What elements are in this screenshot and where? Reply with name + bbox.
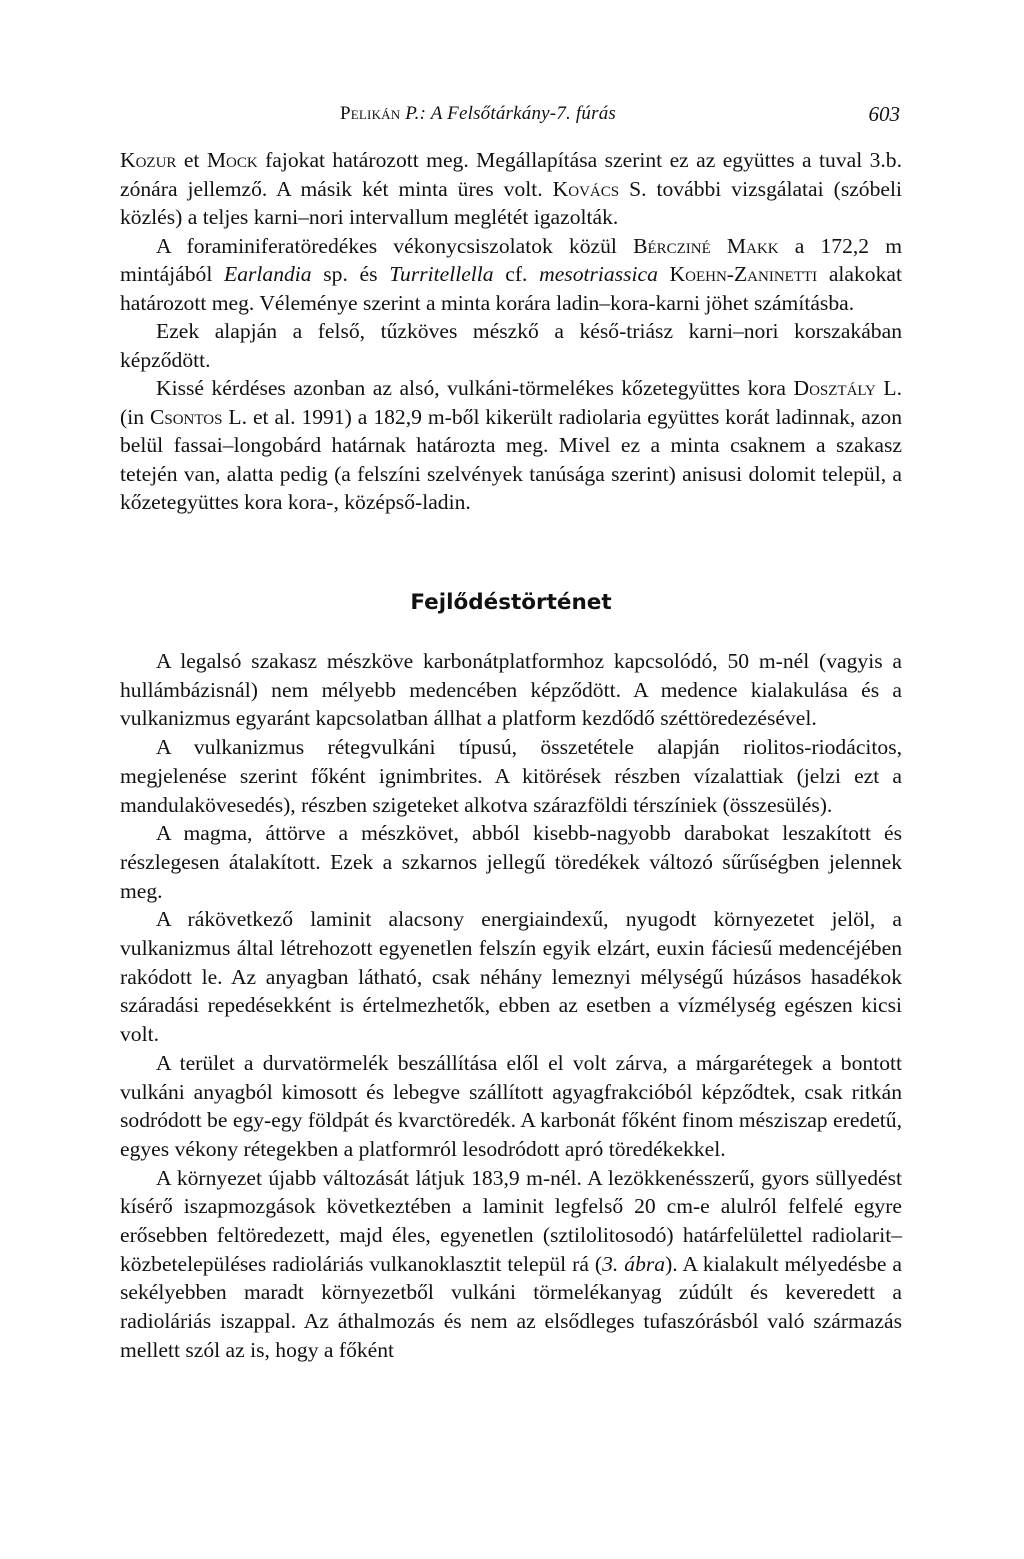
author-name: Kovács	[552, 176, 620, 201]
text-run: A környezet újabb változását látjuk 183,9 m-nél. A lezökkenésszerű, gyors süllyedést kísérő iszapmozgások következtében a laminit legfelső 20 cm-e alulról felfelé egyre erősebben feltöredezett, majd éles, egyenetlen (sztilolitosodó) határfelülettel radiolarit–közbetelepüléses radioláriás vulkanoklasztit települ rá (	[120, 1165, 902, 1276]
paragraph: A rákövetkező laminit alacsony energiaindexű, nyugodt környezetet jelöl, a vulkanizmus által létrehozott egyenetlen felszín egyik elzárt, euxin fáciesű medencéjében rakódott le. Az anyagban látható, csak néhány lemeznyi mélységű húzásos hasadékok száradási repedésekként is értelmezhetők, ebben az esetben a vízmélység egészen kicsi volt.	[120, 907, 902, 1047]
text-run: S. további vizsgálatai (szóbeli közlés) a teljes karni–nori intervallum meglétét igazolták.	[120, 176, 902, 229]
page-number: 603	[868, 102, 900, 126]
text-run: fajokat határozott meg. Megállapítása szerint ez az együttes a tuval 3.b. zónára jellemző. A másik két minta üres volt.	[120, 148, 902, 201]
author-name: Csontos	[149, 404, 223, 429]
author-name: Mock	[206, 148, 258, 172]
running-header	[340, 100, 900, 128]
paragraph	[120, 374, 902, 517]
text-run: ). A kialakult mélyedésbe a sekélyebben maradt környezetből vulkáni törmelékanyag zúdúlt és keveredett a radioláriás iszappal. Az áthalmozás és nem az elsődleges tufaszórásból való származás mellett szól az is, hogy a főként	[120, 1251, 902, 1362]
paragraph: A terület a durvatörmelék beszállítása elől el volt zárva, a márgarétegek a bontott vulkáni anyagból kimosott és lebegve szállított agyagfrakcióból képződtek, csak ritkán sodródott be egy-egy földpát és kvarctöredék. A karbonát főként finom mésziszap eredetű, egyes vékony rétegekben a platformról lesodródott apró töredékekkel.	[120, 1050, 902, 1161]
paragraph: A legalsó szakasz mészköve karbonátplatformhoz kapcsolódó, 50 m-nél (vagyis a hullámbázisnál) nem mélyebb medencében képződött. A medence kialakulása és a vulkanizmus egyaránt kapcsolatban állhat a platform kezdődő széttöredezésével.	[120, 649, 902, 731]
taxon-name: Earlandia	[224, 262, 312, 286]
section-heading: Fejlődéstörténet	[410, 590, 612, 615]
paragraph	[120, 1164, 902, 1365]
text-run: sp. és	[311, 262, 390, 286]
text-run: Kissé kérdéses azonban az alsó, vulkáni-törmelékes kőzetegyüttes kora	[156, 376, 794, 400]
paragraph	[120, 232, 902, 318]
header-title-text: P.: A Felsőtárkány-7. fúrás	[400, 103, 616, 124]
author-name: Bércziné Makk	[633, 233, 779, 258]
author-name: Dosztály	[793, 376, 876, 400]
text-run: et	[176, 148, 207, 172]
text-run: alakokat határozott meg. Véleménye szerint a minta korára ladin–kora-karni jöhet számításba.	[120, 262, 902, 315]
taxon-name: Turritellella	[389, 262, 494, 286]
text-run: A foraminiferatöredékes vékonycsiszolatok közül	[156, 233, 634, 258]
paragraph: A magma, áttörve a mészkövet, abból kisebb-nagyobb darabokat leszakított és részlegesen átalakított. Ezek a szkarnos jellegű töredékek változó sűrűségben jelennek meg.	[120, 821, 902, 903]
body-text-section-2	[120, 647, 902, 1365]
text-run	[658, 262, 670, 286]
paragraph: A vulkanizmus rétegvulkáni típusú, összetétele alapján riolitos-riodácitos, megjelenése szerint főként ignimbrites. A kitörések részben vízalattiak (jelzi ezt a mandulakövesedés), részben szigeteket alkotva szárazföldi térszíniek (összesülés).	[120, 735, 902, 817]
text-run: a 172,2 m mintájából	[120, 233, 902, 286]
body-text-section-1	[120, 146, 902, 517]
header-author: Pelikán	[340, 103, 401, 124]
text-run: L. et al. 1991) a 182,9 m-ből kikerült radiolaria együttes korát ladinnak, azon belül fassai–longobárd határnak határozta meg. Mivel ez a minta csaknem a szakasz tetején van, alatta pedig (a felszíni szelvények tanúsága szerint) anisusi dolomit települ, a kőzetegyüttes kora kora-, középső-ladin.	[120, 404, 902, 514]
author-name: Koehn-Zaninetti	[669, 262, 818, 286]
taxon-name: mesotriassica	[539, 262, 658, 286]
header-title	[340, 103, 616, 124]
author-name: Kozur	[120, 148, 177, 172]
paragraph	[120, 146, 902, 232]
text-run: cf.	[493, 262, 540, 286]
paragraph: Ezek alapján a felső, tűzköves mészkő a késő-triász karni–nori korszakában képződött.	[120, 319, 902, 372]
figure-reference: 3. ábra	[602, 1251, 666, 1276]
text-run: L. (in	[120, 376, 902, 429]
